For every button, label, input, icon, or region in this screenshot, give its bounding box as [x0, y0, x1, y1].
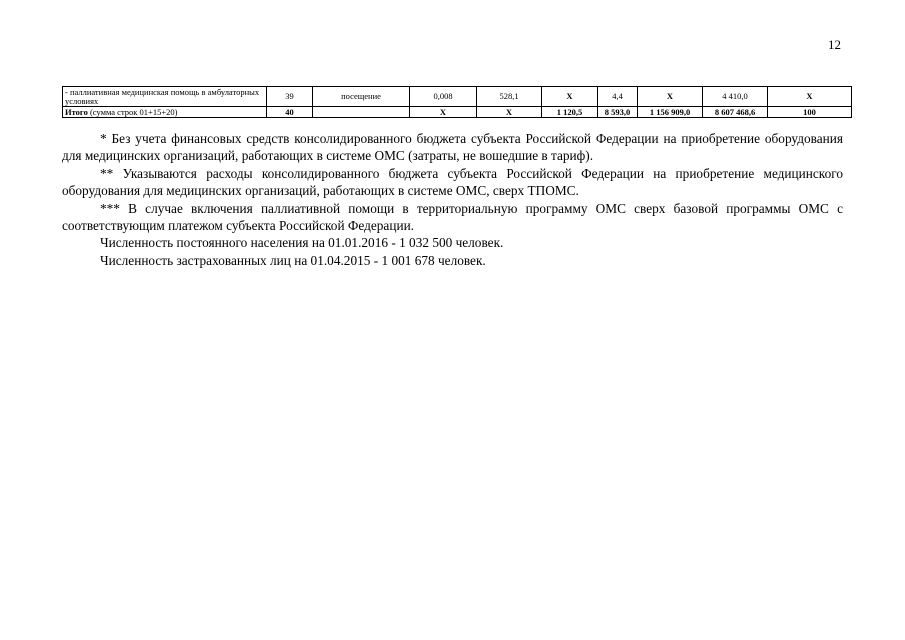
- unit-cell: посещение: [313, 87, 410, 107]
- value-cell: 528,1: [477, 87, 542, 107]
- value-cell: X: [768, 87, 852, 107]
- value-cell: 0,008: [410, 87, 477, 107]
- value-cell: 1 120,5: [542, 107, 598, 118]
- value-cell: 8 607 468,6: [703, 107, 768, 118]
- footnote-three-star: *** В случае включения паллиативной помощи в территориальную программу ОМС сверх базовой программы ОМС с соответствующим платежом субъекта Российской Федерации.: [62, 200, 843, 234]
- population-note: Численность постоянного населения на 01.01.2016 - 1 032 500 человек.: [100, 235, 504, 251]
- table-row-total: [63, 107, 852, 118]
- footnote-two-star: ** Указываются расходы консолидированного бюджета субъекта Российской Федерации на приобретение медицинского оборудования для медицинских организаций, работающих в системе ОМС, сверх ТПОМС.: [62, 165, 843, 199]
- value-cell: 100: [768, 107, 852, 118]
- value-cell: 4 410,0: [703, 87, 768, 107]
- row-name: - паллиативная медицинская помощь в амбулаторных условиях: [63, 87, 267, 107]
- value-cell: 4,4: [598, 87, 638, 107]
- row-number: 40: [267, 107, 313, 118]
- total-label-note: (сумма строк 01+15+20): [87, 106, 178, 117]
- value-cell: 8 593,0: [598, 107, 638, 118]
- value-cell: X: [638, 87, 703, 107]
- value-cell: 1 156 909,0: [638, 107, 703, 118]
- row-number: 39: [267, 87, 313, 107]
- footnote-one-star: * Без учета финансовых средств консолидированного бюджета субъекта Российской Федерации на приобретение оборудования для медицинских организаций, работающих в системе ОМС (затраты, не вошедшие в тариф).: [62, 131, 843, 164]
- table-row: [63, 87, 852, 107]
- page-number: 12: [828, 37, 841, 52]
- value-cell: X: [542, 87, 598, 107]
- footnotes: [62, 130, 843, 269]
- value-cell: X: [410, 107, 477, 118]
- insured-note: Численность застрахованных лиц на 01.04.2015 - 1 001 678 человек.: [100, 252, 486, 268]
- row-name: [63, 107, 267, 118]
- financing-table: [62, 86, 852, 118]
- unit-cell: [313, 107, 410, 118]
- value-cell: X: [477, 107, 542, 118]
- total-label: Итого: [65, 106, 88, 117]
